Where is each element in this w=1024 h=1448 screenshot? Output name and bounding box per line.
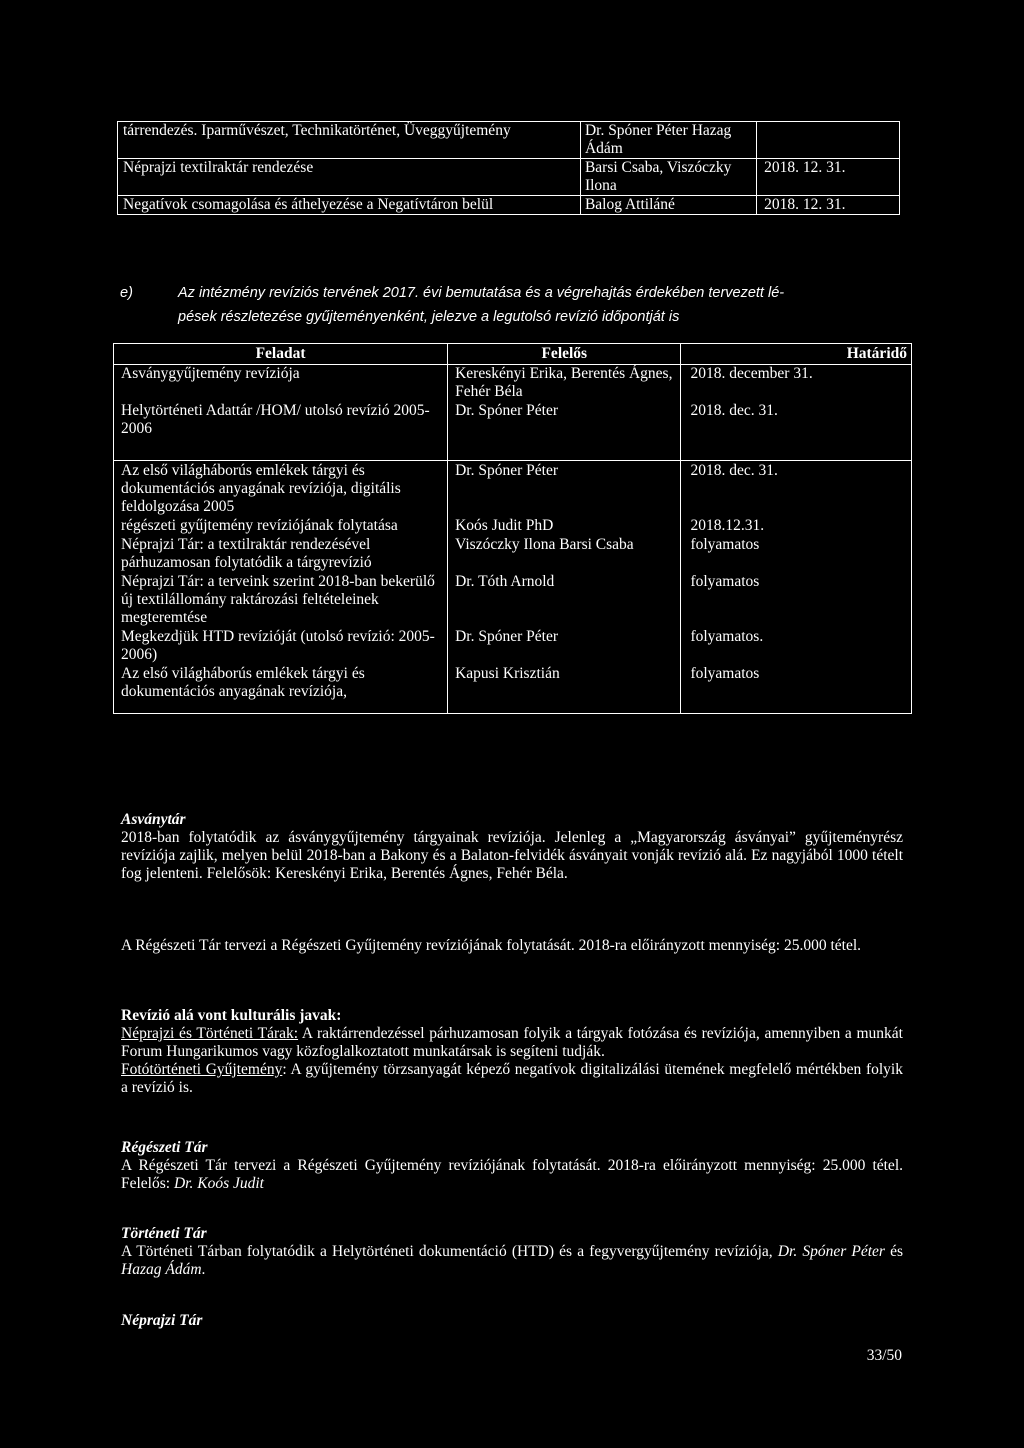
revision-plan-table (113, 343, 912, 714)
top-table (117, 121, 900, 215)
responsible-cell: Viszóczky Ilona Barsi Csaba (448, 536, 681, 573)
task-cell: Néprajzi textilraktár rendezése (118, 159, 581, 196)
table-row (114, 461, 912, 518)
task-text: Az első világháborús emlékek tárgyi és dokumentációs anyagának revíziója, digitális feldolgozása 2005 (121, 462, 401, 515)
revizio-p1-label: Néprajzi és Történeti Tárak: (121, 1025, 299, 1042)
table-row (118, 159, 900, 196)
asvanytar-heading: Asványtár (121, 811, 186, 828)
section-e-line1: Az intézmény revíziós tervének 2017. évi bemutatása és a végrehajtás érdekében tervezett lé- (178, 285, 785, 301)
responsible-cell: Barsi Csaba, Viszóczky Ilona (580, 159, 756, 196)
responsible-cell: Kapusi Krisztián (448, 665, 681, 714)
torteneti-tar-heading: Történeti Tár (121, 1225, 207, 1242)
deadline-cell: 2018. dec. 31. (681, 402, 912, 461)
responsible-cell: Balog Attiláné (580, 196, 756, 215)
asvanytar-section (121, 811, 903, 883)
torteneti-tar-end: . (201, 1261, 206, 1278)
torteneti-tar-text (121, 1243, 903, 1279)
deadline-cell: folyamatos (681, 665, 912, 714)
revizio-heading: Revízió alá vont kulturális javak: (121, 1007, 342, 1024)
task-cell (114, 461, 448, 518)
task-cell: régészeti gyűjtemény revíziójának folytatása (114, 517, 448, 536)
table-row (114, 573, 912, 628)
deadline-cell: 2018.12.31. (681, 517, 912, 536)
header-responsible: Felelős (448, 344, 681, 365)
table-row (118, 196, 900, 215)
regeszeti-tar-text (121, 1157, 903, 1193)
neprajzi-tar-section (121, 1312, 903, 1330)
revizio-paragraph-2 (121, 1061, 903, 1097)
page-number: 33/50 (866, 1347, 902, 1364)
regeszeti-tar-body: A Régészeti Tár tervezi a Régészeti Gyűjtemény revíziójának folytatását. 2018-ra előirányzott mennyiség: 25.000 tétel. Felelős: (121, 1157, 903, 1192)
torteneti-tar-section (121, 1225, 903, 1279)
responsible-cell: Dr. Spóner Péter Hazag Ádám (580, 122, 756, 159)
regeszeti-tar-responsible: Dr. Koós Judit (173, 1175, 264, 1192)
deadline-cell: 2018. 12. 31. (757, 196, 900, 215)
table-row (118, 122, 900, 159)
deadline-cell: folyamatos (681, 536, 912, 573)
torteneti-tar-name-1: Dr. Spóner Péter (777, 1243, 885, 1260)
revizio-p1-text: A raktárrendezéssel párhuzamosan folyik a tárgyak fotózása és revíziója, amennyiben a munkát Forum Hungarikumos vagy közfoglalkoztatott munkatársak is segíteni tudják. (121, 1025, 903, 1060)
table-header-row (114, 344, 912, 365)
regeszeti-tar-section (121, 1139, 903, 1193)
asvanytar-text: 2018-ban folytatódik az ásványgyűjtemény tárgyainak revíziója. Jelenleg a „Magyarország ásványai” gyűjteményrész revíziója zajlik, melyen belül 2018-ban a Bakony és a Balaton-felvidék ásványait vonják revízió alá. Ez nagyjából 1000 tételt fog jelenteni. Felelősök: Kereskényi Erika, Berentés Ágnes, Fehér Béla. (121, 829, 903, 882)
deadline-cell: 2018. december 31. (681, 365, 912, 403)
task-cell: Negatívok csomagolása és áthelyezése a Negatívtáron belül (118, 196, 581, 215)
task-cell: Néprajzi Tár: a textilraktár rendezésével párhuzamosan folytatódik a tárgyrevízió (114, 536, 448, 573)
deadline-cell: folyamatos (681, 573, 912, 628)
section-e-heading (120, 281, 910, 329)
table-row (114, 665, 912, 714)
task-cell: Megkezdjük HTD revízióját (utolsó revízió: 2005-2006) (114, 628, 448, 665)
torteneti-tar-name-2: Hazag Ádám (121, 1261, 202, 1278)
task-cell: tárrendezés. Iparművészet, Technikatörténet, Üveggyűjtemény (118, 122, 581, 159)
table-row (114, 365, 912, 403)
task-cell: Az első világháborús emlékek tárgyi és dokumentációs anyagának revíziója, (114, 665, 448, 714)
section-e-label: e) (120, 285, 133, 301)
revizio-section (121, 1007, 903, 1097)
responsible-cell: Koós Judit PhD (448, 517, 681, 536)
table-row (114, 628, 912, 665)
header-deadline: Határidő (681, 344, 912, 365)
responsible-cell: Dr. Spóner Péter (448, 461, 681, 518)
task-cell: Asványgyűjtemény revíziója (114, 365, 448, 403)
revizio-paragraph-1 (121, 1025, 903, 1061)
deadline-cell (757, 122, 900, 159)
responsible-cell: Dr. Spóner Péter (448, 628, 681, 665)
deadline-cell: 2018. 12. 31. (757, 159, 900, 196)
neprajzi-tar-heading: Néprajzi Tár (121, 1312, 203, 1329)
torteneti-tar-conj: és (884, 1243, 903, 1260)
revizio-p2-text: : A gyűjtemény törzsanyagát képező negatívok digitalizálási ütemének megfelelő mértékben folyik a revízió is. (121, 1061, 903, 1096)
responsible-cell: Kereskényi Erika, Berentés Ágnes, Fehér Béla (448, 365, 681, 403)
revizio-p2-label: Fotótörténeti Gyűjtemény (121, 1061, 283, 1078)
regeszeti-paragraph (121, 937, 903, 955)
table-row (114, 536, 912, 573)
header-task: Feladat (114, 344, 448, 365)
responsible-cell: Dr. Spóner Péter (448, 402, 681, 461)
task-cell: Helytörténeti Adattár /HOM/ utolsó revízió 2005-2006 (114, 402, 448, 461)
table-row (114, 517, 912, 536)
torteneti-tar-body: A Történeti Tárban folytatódik a Helytörténeti dokumentáció (HTD) és a fegyvergyűjtemény revíziója, (121, 1243, 778, 1260)
regeszeti-paragraph-text: A Régészeti Tár tervezi a Régészeti Gyűjtemény revíziójának folytatását. 2018-ra előirányzott mennyiség: 25.000 tétel. (121, 937, 862, 954)
task-cell: Néprajzi Tár: a terveink szerint 2018-ban bekerülő új textilállomány raktározási feltételeinek megteremtése (114, 573, 448, 628)
table-row (114, 402, 912, 461)
section-e-line2: pések részletezése gyűjteményenként, jelezve a legutolsó revízió időpontját is (178, 309, 680, 325)
deadline-cell: folyamatos. (681, 628, 912, 665)
regeszeti-tar-heading: Régészeti Tár (121, 1139, 208, 1156)
responsible-cell: Dr. Tóth Arnold (448, 573, 681, 628)
deadline-cell: 2018. dec. 31. (681, 461, 912, 518)
